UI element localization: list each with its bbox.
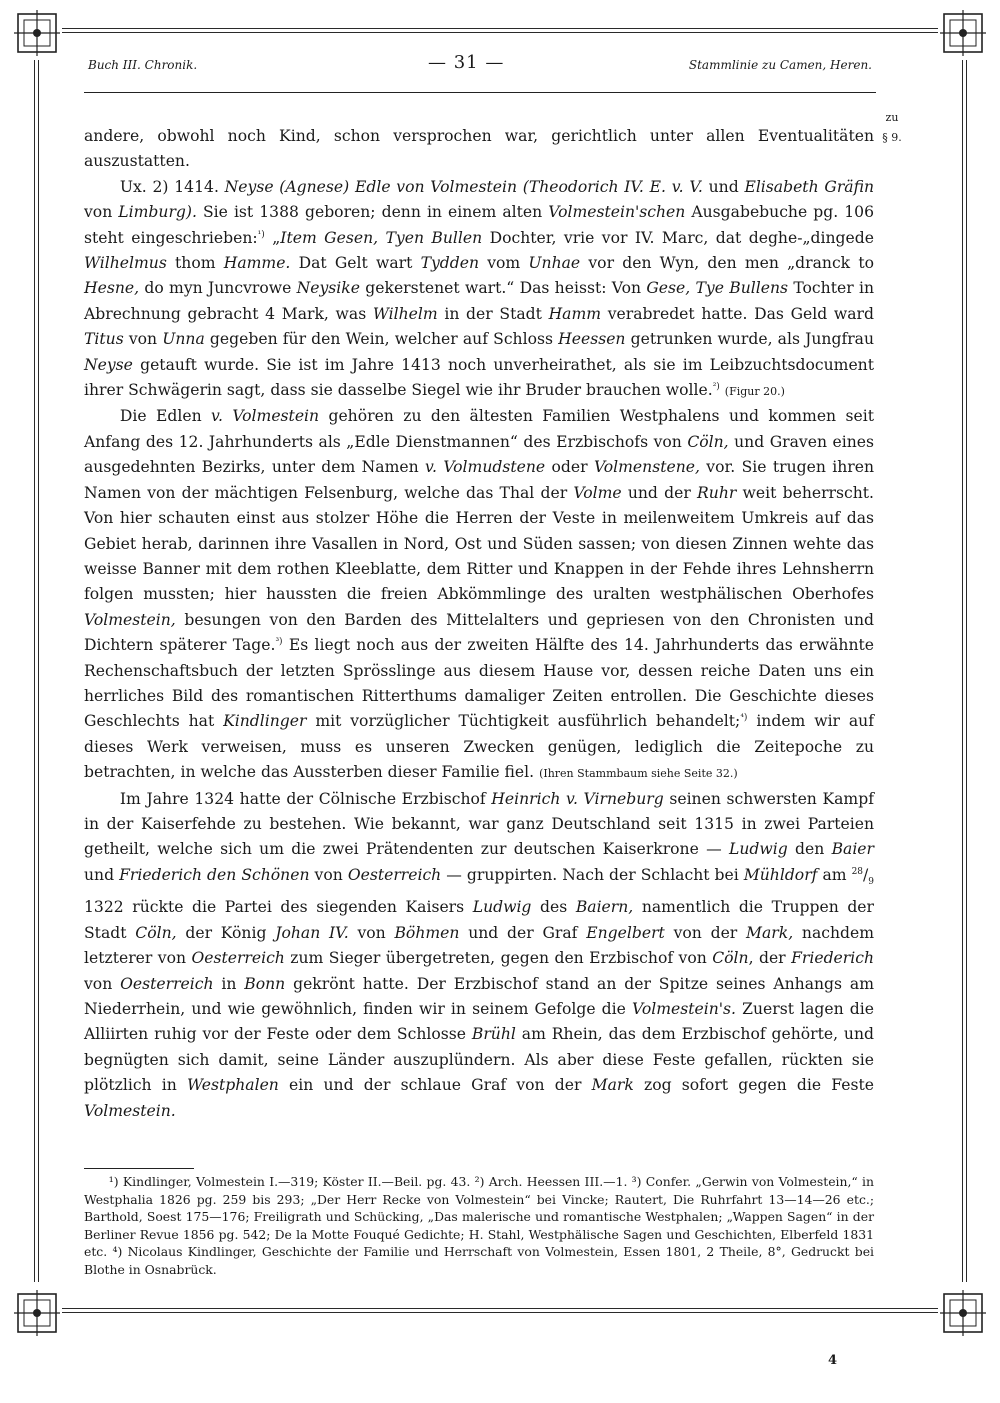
figure-reference: (Figur 20.) bbox=[724, 385, 785, 399]
date-fraction-denominator: 9 bbox=[868, 876, 875, 887]
footnote-ref-2: ²) bbox=[712, 381, 720, 392]
margin-note-section: § 9. bbox=[882, 131, 902, 144]
paragraph-1: andere, obwohl noch Kind, schon versprochen war, gerichtlich unter allen Eventualitäten auszustatten. bbox=[84, 127, 874, 171]
corner-ornament-bottom-right bbox=[936, 1286, 990, 1340]
running-header bbox=[88, 52, 872, 76]
header-rule bbox=[84, 92, 876, 93]
frame-left-line bbox=[34, 60, 35, 1282]
frame-left-line-inner bbox=[38, 60, 39, 1282]
footnote-ref-3: ³) bbox=[275, 636, 283, 647]
header-section-title: Stammlinie zu Camen, Heren. bbox=[688, 58, 872, 72]
footnote-ref-4: ⁴) bbox=[740, 713, 748, 724]
corner-ornament-bottom-left bbox=[10, 1286, 64, 1340]
corner-ornament-top-right bbox=[936, 6, 990, 60]
signature-mark: 4 bbox=[828, 1353, 838, 1368]
margin-note-line1: zu bbox=[885, 111, 899, 124]
frame-right-line bbox=[962, 60, 963, 1282]
stammbaum-note: (Ihren Stammbaum siehe Seite 32.) bbox=[539, 767, 738, 781]
frame-top-line bbox=[62, 28, 938, 29]
paragraph-4: Im Jahre 1324 hatte der Cölnische Erzbischof Heinrich v. Virneburg seinen schwersten Kampf in der Kaiserfehde zu bestehen. Wie bekannt, war ganz Deutschland seit 1315 in zwei Parteien getheilt, welche sich um die zwei Prätendenten zur deutschen Kaiserkrone — Ludwig den Baier und Friederich den Schönen von Oesterreich — gruppirten. Nach der Schlacht bei Mühldorf am $^{28}/_9$ 1322 rückte die Partei des siegenden Kaisers Ludwig des Baiern, namentlich die Truppen der Stadt Cöln, der König Johan IV. von Böhmen und der Graf Engelbert von der Mark, nachdem letzterer von Oesterreich zum Sieger übergetreten, gegen den Erzbischof von Cöln, der Friederich von Oesterreich in Bonn gekrönt hatte. Der Erzbischof stand an der Spitze seines Anhangs am Niederrhein, und wie gewöhnlich, finden wir in seinem Gefolge die Volmestein's. Zuerst lagen die Alliirten ruhig vor der Feste oder dem Schlosse Brühl am Rhein, das dem Erzbischof gehörte, und begnügten sich damit, seine Länder auszuplündern. Als aber diese Feste gefallen, rückten sie plötzlich in Westphalen ein und der schlaue Graf von der Mark zog sofort gegen die Feste Volmestein. bbox=[84, 789, 875, 1120]
frame-right-line-inner bbox=[966, 60, 967, 1282]
page-number: — 31 — bbox=[428, 52, 505, 73]
header-book-title: Buch III. Chronik. bbox=[88, 58, 198, 72]
corner-ornament-top-left bbox=[10, 6, 64, 60]
footnotes: ¹) Kindlinger, Volmestein I.—319; Köster II.—Beil. pg. 43. ²) Arch. Heessen III.—1. ³) Confer. „Gerwin von Volmestein,“ in Westphalia 1826 pg. 259 bis 293; „Der Herr Recke von Volmestein“ bei Vincke; Rautert, Die Ruhrfahrt 13—14—26 etc.; Barthold, Soest 175—176; Freiligrath und Schücking, „Das malerische und romantische Westphalen; „Wappen Sagen“ in der Berliner Revue 1856 pg. 542; De la Motte Fouqué Gedichte; H. Stahl, Westphälische Sagen und Geschichten, Elberfeld 1831 etc. ⁴) Nicolaus Kindlinger, Geschichte der Familie und Herrschaft von Volmestein, Essen 1801, 2 Theile, 8°, Gedruckt bei Blothe in Osnabrück. bbox=[84, 1174, 874, 1277]
footnote-rule bbox=[84, 1168, 194, 1169]
margin-note bbox=[872, 108, 912, 148]
body-text bbox=[84, 124, 874, 1124]
paragraph-3: Die Edlen v. Volmestein gehören zu den ältesten Familien Westphalens und kommen seit Anfang des 12. Jahrhunderts als „Edle Dienstmannen“ des Erzbischofs von Cöln, und Graven eines ausgedehnten Bezirks, unter dem Namen v. Volmudstene oder Volmenstene, vor. Sie trugen ihren Namen von der mächtigen Felsenburg, welche das Thal der Volme und der Ruhr weit beherrscht. Von hier schauten einst aus stolzer Höhe die Herren der Veste in meilenweitem Umkreis auf das Gebiet herab, darinnen ihre Vasallen in Nord, Ost und Süden sassen; von diesen Zinnen wehte das weisse Banner mit dem rothen Kleeblatte, dem Ritter und Knappen in der Fehde ihres Lehnsherrn folgen mussten; hier haussten die freien Abkömmlinge des uralten westphälischen Oberhofes Volmestein, besungen von den Barden des Mittelalters und gepriesen von den Chronisten und Dichtern späterer Tage.$^{^3)}$ Es liegt noch aus der zweiten Hälfte des 14. Jahrhunderts das erwähnte Rechenschaftsbuch der letzten Sprösslinge aus diesem Hause vor, dessen reiche Daten uns ein herrliches Bild des romantischen Ritterthums damaliger Zeiten entrollen. Die Geschichte dieses Geschlechts hat Kindlinger mit vorzüglicher Tüchtigkeit ausführlich behandelt;$^{^4)}$ indem wir auf dieses Werk verweisen, muss es unseren Zwecken genügen, lediglich die Zeitepoche zu betrachten, in welche das Aussterben dieser Familie fiel. (Ihren Stammbaum siehe Seite 32.) bbox=[84, 407, 874, 782]
frame-top-line-inner bbox=[62, 32, 938, 33]
footnote-ref-1: ¹) bbox=[257, 229, 265, 240]
frame-bottom-line bbox=[62, 1308, 938, 1309]
date-fraction-numerator: 28 bbox=[851, 866, 864, 877]
paragraph-2: Ux. 2) 1414. Neyse (Agnese) Edle von Volmestein (Theodorich IV. E. v. V. und Elisabeth Gräfin von Limburg). Sie ist 1388 geboren; denn in einem alten Volmestein'schen Ausgabebuche pg. 106 steht eingeschrieben:$^{^1)}$ „Item Gesen, Tyen Bullen Dochter, vrie vor IV. Marc, dat deghe-„dingede Wilhelmus thom Hamme. Dat Gelt wart Tydden vom Unhae vor den Wyn, den men „dranck to Hesne, do myn Juncvrowe Neysike gekerstenet wart.“ Das heisst: Von Gese, Tye Bullens Tochter in Abrechnung gebracht 4 Mark, was Wilhelm in der Stadt Hamm verabredet hatte. Das Geld ward Titus von Unna gegeben für den Wein, welcher auf Schloss Heessen getrunken wurde, als Jungfrau Neyse getauft wurde. Sie ist im Jahre 1413 noch unverheirathet, als sie im Leibzuchtsdocument ihrer Schwägerin sagt, dass sie dasselbe Siegel wie ihr Bruder brauchen wolle.$^{^2)}$ (Figur 20.) bbox=[84, 177, 875, 400]
frame-bottom-line-inner bbox=[62, 1312, 938, 1313]
